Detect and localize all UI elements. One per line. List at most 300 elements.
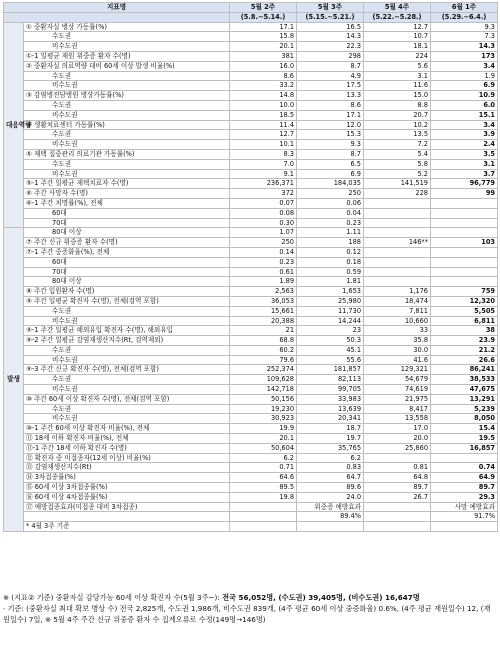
row-value: 20,388 [230, 316, 297, 326]
row-value: 11,730 [297, 306, 364, 316]
row-value: 0.06 [297, 198, 364, 208]
row-value: 224 [364, 51, 431, 61]
table-row [4, 218, 498, 228]
row-label: ⑧ 주간 입원환자 수(명) [24, 287, 230, 297]
row-value: 5.2 [364, 169, 431, 179]
table-row [4, 267, 498, 277]
row-value: 50,156 [230, 394, 297, 404]
row-value: 위중증 예방효과 [297, 502, 364, 512]
row-value: 0.81 [364, 463, 431, 473]
indicator-table [3, 2, 498, 532]
row-value: 3.4 [431, 61, 498, 71]
row-value: 50,604 [230, 443, 297, 453]
row-label: ④ 생활치료센터 가동률(%) [24, 120, 230, 130]
row-value: 17.1 [230, 22, 297, 32]
row-value: 82,113 [297, 375, 364, 385]
row-label: ⑪ 18세 이하 확진자 비율(%), 전체 [24, 434, 230, 444]
row-value [364, 453, 431, 463]
row-value: 16.5 [297, 22, 364, 32]
row-value: 13.3 [297, 91, 364, 101]
header-indicator: 지표명 [4, 3, 230, 13]
row-value: 19.8 [230, 492, 297, 502]
row-value [364, 228, 431, 238]
row-value: 142,718 [230, 385, 297, 395]
row-value: 1.11 [297, 228, 364, 238]
row-value: 38 [431, 326, 498, 336]
row-value: 8.7 [297, 61, 364, 71]
row-value [431, 247, 498, 257]
row-value: 79.6 [230, 355, 297, 365]
row-value: 5.6 [364, 61, 431, 71]
table-row [4, 120, 498, 130]
row-value: 18,474 [364, 296, 431, 306]
footnote-criteria: · 기준: (중환자실 최대 확보 병상 수) 전국 2,825개, 수도권 1,986개, 비수도권 839개, (4주 평균 60세 이상 중증화율) 0.6%, (4주 평균 재원일수) 12, (재원일수) 7일, ※ 5월 4주 주간 신규 위중증 환자 수 집계오류로 수정(149명→146명) [3, 604, 491, 624]
category-label: 발생 [4, 228, 24, 532]
row-value: 0.23 [230, 257, 297, 267]
row-value: 12,320 [431, 296, 498, 306]
row-value: 사망 예방효과 [431, 502, 498, 512]
header-week-2: 5월 3주 [297, 3, 364, 13]
footnotes [3, 592, 497, 625]
row-value: 5,505 [431, 306, 498, 316]
row-label: 비수도권 [24, 385, 230, 395]
row-value: 64.7 [297, 473, 364, 483]
table-row [4, 414, 498, 424]
table-row [4, 365, 498, 375]
table-row [4, 512, 498, 522]
row-value: 250 [297, 189, 364, 199]
row-value: 3.5 [431, 149, 498, 159]
row-value: 55.6 [297, 355, 364, 365]
header-range-2: (5.15.~5.21.) [297, 12, 364, 22]
row-label: ⑥ 주간 사망자 수(명) [24, 189, 230, 199]
row-value: 35,765 [297, 443, 364, 453]
row-value: 0.83 [297, 463, 364, 473]
footnote-capacity [3, 592, 497, 603]
row-value [297, 522, 364, 532]
row-value: 99 [431, 189, 498, 199]
table-row [4, 522, 498, 532]
row-value: 759 [431, 287, 498, 297]
row-value: 0.04 [297, 208, 364, 218]
table-row [4, 22, 498, 32]
row-value: 8.7 [297, 149, 364, 159]
row-label: ⑦ 주간 신규 위중증 환자 수(명) [24, 238, 230, 248]
table-row [4, 110, 498, 120]
row-value: 13.5 [364, 130, 431, 140]
row-value: 10,660 [364, 316, 431, 326]
row-value [364, 502, 431, 512]
row-value [431, 277, 498, 287]
table-row [4, 238, 498, 248]
row-value: 129,321 [364, 365, 431, 375]
row-label: ⑦-1 주간 중증화율(%), 전체 [24, 247, 230, 257]
row-value: 20.7 [364, 110, 431, 120]
row-value: 89.7 [364, 483, 431, 493]
table-row [4, 483, 498, 493]
row-value: 14,244 [297, 316, 364, 326]
row-value: 30.0 [364, 345, 431, 355]
row-value: 89.6 [297, 483, 364, 493]
row-value: 15.3 [297, 130, 364, 140]
row-label: 60대 [24, 257, 230, 267]
row-label: ⑯ 60세 이상 4차접종률(%) [24, 492, 230, 502]
row-value: 250 [230, 238, 297, 248]
row-value: 3.1 [431, 159, 498, 169]
row-value: 6.2 [230, 453, 297, 463]
row-value: 17.0 [364, 424, 431, 434]
row-value [431, 257, 498, 267]
row-value: 36,053 [230, 296, 297, 306]
table-row [4, 257, 498, 267]
row-value: 41.6 [364, 355, 431, 365]
row-value: 47,675 [431, 385, 498, 395]
row-value: 35.8 [364, 336, 431, 346]
footnote-capacity-prefix: ※ (지표② 기준) 중환자실 감당가능 60세 이상 확진자 수(5월 3주~): [3, 593, 223, 602]
row-value [230, 502, 297, 512]
row-value: 0.61 [230, 267, 297, 277]
table-row [4, 394, 498, 404]
row-label: ⑰ 예방접종효과(미접종 대비 3차접종) [24, 502, 230, 512]
row-label: 80대 이상 [24, 277, 230, 287]
table-row [4, 159, 498, 169]
row-value: 96,779 [431, 179, 498, 189]
row-value: 236,371 [230, 179, 297, 189]
row-value: 298 [297, 51, 364, 61]
row-value: 8.6 [297, 100, 364, 110]
row-value: 19.9 [230, 424, 297, 434]
row-value: 6.2 [297, 453, 364, 463]
row-value: 60.2 [230, 345, 297, 355]
row-value: 15.4 [431, 424, 498, 434]
table-row [4, 306, 498, 316]
row-value: 89.7 [431, 483, 498, 493]
table-row [4, 316, 498, 326]
table-row [4, 189, 498, 199]
row-value: 91.7% [431, 512, 498, 522]
row-label: 수도권 [24, 375, 230, 385]
table-row [4, 463, 498, 473]
row-value: 25,980 [297, 296, 364, 306]
table-row [4, 42, 498, 52]
row-value: 6.5 [297, 159, 364, 169]
row-value: 21 [230, 326, 297, 336]
row-value: 381 [230, 51, 297, 61]
row-value: 103 [431, 238, 498, 248]
row-label: ⑬ 감염재생산지수(Rt) [24, 463, 230, 473]
row-value: 26.6 [431, 355, 498, 365]
row-label: ⑤-1 주간 일평균 재택치료자 수(명) [24, 179, 230, 189]
row-value: 20.1 [230, 434, 297, 444]
row-value: 15.1 [431, 110, 498, 120]
row-value: 15.8 [230, 32, 297, 42]
row-value: 20.0 [364, 434, 431, 444]
row-value: 1,653 [297, 287, 364, 297]
row-value: 25,860 [364, 443, 431, 453]
row-value [431, 198, 498, 208]
row-value: 1.81 [297, 277, 364, 287]
row-label: ⑪-1 주간 18세 이하 확진자 수(명) [24, 443, 230, 453]
row-value: 54,679 [364, 375, 431, 385]
row-label: ⑥-1 주간 치명률(%), 전체 [24, 198, 230, 208]
row-value [364, 247, 431, 257]
row-value: 0.08 [230, 208, 297, 218]
row-value: 228 [364, 189, 431, 199]
row-value: 0.71 [230, 463, 297, 473]
row-value: 8.6 [230, 71, 297, 81]
row-value: 26.7 [364, 492, 431, 502]
row-value: 9.1 [230, 169, 297, 179]
row-label: 수도권 [24, 32, 230, 42]
row-value: 372 [230, 189, 297, 199]
table-row [4, 287, 498, 297]
row-value: 10.2 [364, 120, 431, 130]
row-value: 45.1 [297, 345, 364, 355]
row-value: 21,975 [364, 394, 431, 404]
row-value: 146** [364, 238, 431, 248]
header-week-4: 6월 1주 [431, 3, 498, 13]
table-row [4, 228, 498, 238]
row-label: ③ 감염병전담병원 병상가동률(%) [24, 91, 230, 101]
row-value [364, 218, 431, 228]
row-value: 18.1 [364, 42, 431, 52]
table-row [4, 81, 498, 91]
table-row [4, 179, 498, 189]
row-value [364, 522, 431, 532]
row-label: ⑨-3 주간 신규 확진자 수(명), 전체(검역 포함) [24, 365, 230, 375]
row-value: 18.7 [297, 424, 364, 434]
row-value: 15.0 [364, 91, 431, 101]
row-value: 9.3 [297, 140, 364, 150]
table-row [4, 91, 498, 101]
row-value: 3.1 [364, 71, 431, 81]
row-label: 수도권 [24, 306, 230, 316]
table-row [4, 32, 498, 42]
row-value: 2,563 [230, 287, 297, 297]
table-row [4, 149, 498, 159]
row-value: 19.5 [431, 434, 498, 444]
row-value [230, 512, 297, 522]
row-value: 3.7 [431, 169, 498, 179]
table-row [4, 326, 498, 336]
row-value: 0.12 [297, 247, 364, 257]
table-row [4, 277, 498, 287]
row-label: ⑨ 주간 일평균 확진자 수(명), 전체(검역 포함) [24, 296, 230, 306]
row-value: 8,050 [431, 414, 498, 424]
row-value: 18.5 [230, 110, 297, 120]
table-row [4, 473, 498, 483]
row-value [364, 267, 431, 277]
row-label: 60대 [24, 208, 230, 218]
row-value: 17.5 [297, 81, 364, 91]
table-row [4, 492, 498, 502]
table-row [4, 345, 498, 355]
row-value [364, 198, 431, 208]
row-value: 15,661 [230, 306, 297, 316]
table-row [4, 385, 498, 395]
row-value: 14.3 [297, 32, 364, 42]
table-row [4, 424, 498, 434]
table-row [4, 336, 498, 346]
row-value: 16.0 [230, 61, 297, 71]
table-row [4, 140, 498, 150]
row-label: 비수도권 [24, 110, 230, 120]
row-value: 20.1 [230, 42, 297, 52]
row-value: 6.0 [431, 100, 498, 110]
row-value: 0.23 [297, 218, 364, 228]
table-row [4, 404, 498, 414]
row-value: 68.8 [230, 336, 297, 346]
row-value [364, 257, 431, 267]
table-row [4, 434, 498, 444]
row-value: 8,417 [364, 404, 431, 414]
row-label: 수도권 [24, 345, 230, 355]
row-label: ⑤ 재택 집중관리 의료기관 가동률(%) [24, 149, 230, 159]
row-label: 80대 이상 [24, 228, 230, 238]
row-value: 2.4 [431, 140, 498, 150]
row-value: 16,857 [431, 443, 498, 453]
row-label: * 4월 3주 기준 [24, 522, 230, 532]
row-value: 24.0 [297, 492, 364, 502]
row-value: 12.7 [364, 22, 431, 32]
row-label: 비수도권 [24, 316, 230, 326]
row-value: 141,519 [364, 179, 431, 189]
table-row [4, 208, 498, 218]
row-value: 9.3 [431, 22, 498, 32]
row-value: 0.59 [297, 267, 364, 277]
row-label: ⑨-2 주간 일평균 감염재생산지수(Rt, 검역제외) [24, 336, 230, 346]
row-label: 수도권 [24, 130, 230, 140]
row-value: 7.2 [364, 140, 431, 150]
row-value: 6,811 [431, 316, 498, 326]
row-label: 비수도권 [24, 42, 230, 52]
row-value: 1.07 [230, 228, 297, 238]
row-value: 0.07 [230, 198, 297, 208]
row-value: 13,558 [364, 414, 431, 424]
table-row [4, 296, 498, 306]
row-value: 23 [297, 326, 364, 336]
row-value [431, 208, 498, 218]
row-value: 109,628 [230, 375, 297, 385]
row-label: ⑩-1 주간 60세 이상 확진자 비율(%), 전체 [24, 424, 230, 434]
row-value: 64.9 [431, 473, 498, 483]
row-value: 6.9 [431, 81, 498, 91]
row-value: 0.30 [230, 218, 297, 228]
row-value: 30,923 [230, 414, 297, 424]
row-value: 1,176 [364, 287, 431, 297]
row-value: 184,035 [297, 179, 364, 189]
row-value: 12.7 [230, 130, 297, 140]
row-value: 33 [364, 326, 431, 336]
row-value: 33.2 [230, 81, 297, 91]
row-value: 173 [431, 51, 498, 61]
row-label [24, 512, 230, 522]
row-value: 11.4 [230, 120, 297, 130]
row-label: 70대 [24, 218, 230, 228]
row-value: 99,705 [297, 385, 364, 395]
table-row [4, 502, 498, 512]
row-value: 86,241 [431, 365, 498, 375]
row-label: ⑭ 3차접종률(%) [24, 473, 230, 483]
row-label: 70대 [24, 267, 230, 277]
table-row [4, 61, 498, 71]
row-value: 22.3 [297, 42, 364, 52]
row-value: 7.0 [230, 159, 297, 169]
row-label: ①-1 일평균 재원 위중증 환자 수(명) [24, 51, 230, 61]
row-label: ⑮ 60세 이상 3차접종률(%) [24, 483, 230, 493]
row-value: 14.8 [230, 91, 297, 101]
table-row [4, 198, 498, 208]
row-value: 33,983 [297, 394, 364, 404]
row-value: 0.18 [297, 257, 364, 267]
row-label: 비수도권 [24, 355, 230, 365]
row-label: 수도권 [24, 159, 230, 169]
table-body [4, 22, 498, 531]
row-value: 10.7 [364, 32, 431, 42]
row-label: 비수도권 [24, 414, 230, 424]
row-value: 5.8 [364, 159, 431, 169]
row-label: 수도권 [24, 71, 230, 81]
row-value [364, 512, 431, 522]
row-value: 8.3 [230, 149, 297, 159]
row-value: 38,533 [431, 375, 498, 385]
table-row [4, 453, 498, 463]
row-value: 21.2 [431, 345, 498, 355]
row-label: ⑨-1 주간 일평균 해외유입 확진자 수(명), 해외유입 [24, 326, 230, 336]
row-value: 0.74 [431, 463, 498, 473]
row-value: 29.3 [431, 492, 498, 502]
table-row [4, 169, 498, 179]
row-label: 비수도권 [24, 81, 230, 91]
table-row [4, 247, 498, 257]
row-label: ⑩ 주간 60세 이상 확진자 수(명), 전체(검역 포함) [24, 394, 230, 404]
row-value [431, 218, 498, 228]
table-row [4, 130, 498, 140]
category-label: 대응역량 [4, 22, 24, 228]
table-row [4, 100, 498, 110]
table-row [4, 51, 498, 61]
row-value: 19.7 [297, 434, 364, 444]
row-value: 89.5 [230, 483, 297, 493]
row-value: 7,811 [364, 306, 431, 316]
row-value: 13,291 [431, 394, 498, 404]
row-value [364, 277, 431, 287]
row-value: 12.0 [297, 120, 364, 130]
row-value: 188 [297, 238, 364, 248]
header-range-1: (5.8.~5.14.) [230, 12, 297, 22]
row-value [431, 453, 498, 463]
row-value: 14.3 [431, 42, 498, 52]
row-value: 17.1 [297, 110, 364, 120]
row-value: 11.6 [364, 81, 431, 91]
row-label: 비수도권 [24, 169, 230, 179]
row-label: 수도권 [24, 100, 230, 110]
row-value: 20,341 [297, 414, 364, 424]
row-value: 0.14 [230, 247, 297, 257]
row-value [431, 522, 498, 532]
row-value: 1.9 [431, 71, 498, 81]
row-value: 89.4% [297, 512, 364, 522]
table-row [4, 375, 498, 385]
header-week-3: 5월 4주 [364, 3, 431, 13]
row-value: 1.89 [230, 277, 297, 287]
row-value: 252,374 [230, 365, 297, 375]
row-value: 6.9 [297, 169, 364, 179]
row-label: ② 중환자실 의료역량 대비 60세 이상 발생 비율(%) [24, 61, 230, 71]
row-value: 10.1 [230, 140, 297, 150]
row-value: 50.3 [297, 336, 364, 346]
header-range-3: (5.22.~5.28.) [364, 12, 431, 22]
